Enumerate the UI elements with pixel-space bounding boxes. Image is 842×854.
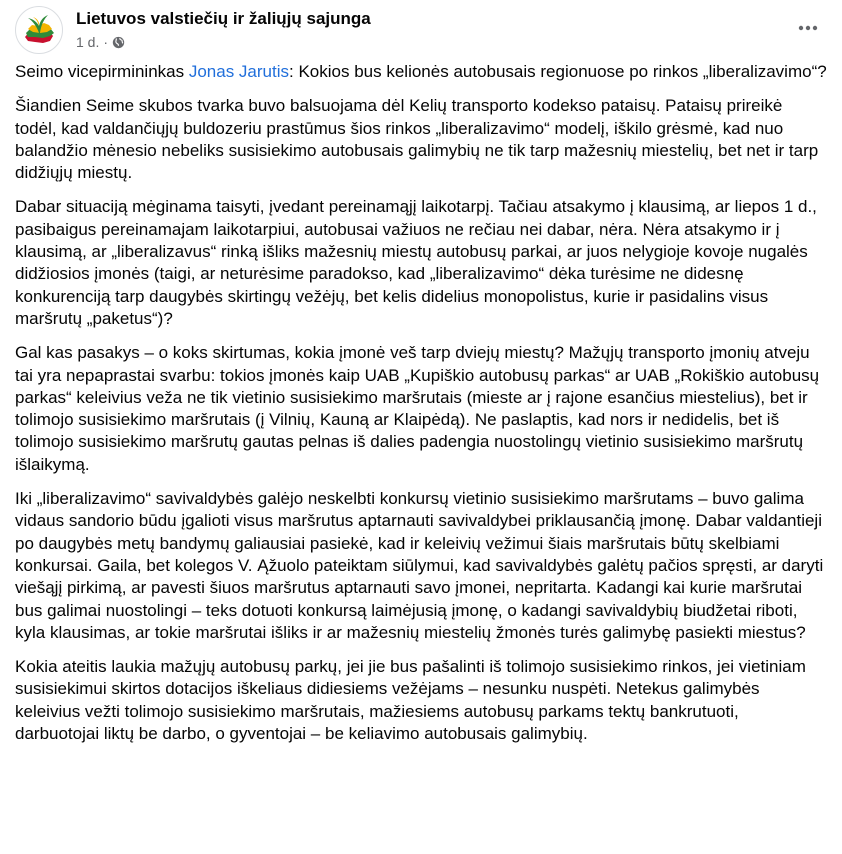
globe-icon[interactable]: [112, 36, 125, 49]
post-content: [15, 61, 827, 757]
party-logo-icon-graphic: [16, 7, 62, 53]
page-name[interactable]: Lietuvos valstiečių ir žaliųjų sajunga: [76, 9, 371, 28]
post-time[interactable]: 1 d.: [76, 34, 100, 50]
post-paragraph: Šiandien Seime skubos tvarka buvo balsuojama dėl Kelių transporto kodekso pataisų. Pataisų prireikė todėl, kad valdančiųjų buldozeriu prastūmus šios rinkos „liberalizavimo“ modelį, iškilo grėsmė, kad nuo balandžio mėnesio nebeliks susisiekimo autobusais galimybių ne tik tarp mažesnių miestelių, bet net ir tarp didžiųjų miestų.: [15, 96, 819, 183]
meta-separator: ·: [103, 34, 109, 50]
post-paragraph: Kokia ateitis laukia mažųjų autobusų parkų, jei jie bus pašalinti iš tolimojo susisiekimo rinkos, jei vietiniam susisiekimui skirtos dotacijos iškeliaus didiesiems vežėjams – nesunku nuspėti. Netekus galimybės keleivius vežti tolimojo susisiekimo maršrutais, mažiesiems autobusų parkams tektų bankrutuoti, darbuotojai liktų be darbo, o gyventojai – be keliavimo autobusais galimybių.: [15, 657, 806, 744]
more-options-button[interactable]: [790, 10, 826, 46]
post-paragraph: Iki „liberalizavimo“ savivaldybės galėjo neskelbti konkursų vietinio susisiekimo maršrutams – buvo galima vidaus sandorio būdu įgalioti visus maršrutus aptarnauti savivaldybei priklausančią įmonę. Dabar valdantieji po daugybės metų bandymų galiausiai pasiekė, kad ir keleivių vežimui šiais maršrutais būtų skelbiami konkursai. Gaila, bet kolegos V. Ąžuolo pateiktam siūlymui, kad savivaldybės galėtų pačios spręsti, ar daryti viešąjį pirkimą, ar pavesti šiuos maršrutus aptarnauti savo įmonei, nepritarta. Kadangi kai kurie maršrutai bus galimai nuostolingi – teks dotuoti konkursą laimėjusią įmonę, o kadangi savivaldybių biudžetai riboti, kyla klausimas, ar tokie maršrutai išliks ir ar mažesnių miestelių žmonės turės galimybę pasiekti miestus?: [15, 489, 824, 642]
post-header: [15, 6, 832, 54]
intro-before: Seimo vicepirmininkas: [15, 62, 189, 81]
more-dots-icon: [798, 25, 818, 31]
post-paragraph: Dabar situaciją mėginama taisyti, įvedant pereinamąjį laikotarpį. Tačiau atsakymo į klausimą, ar liepos 1 d., pasibaigus pereinamajam laikotarpiui, autobusai važiuos ne rečiau nei dabar, nėra. Nėra atsakymo ir į klausimą, ar „liberalizavus“ rinką išliks mažesnių miestų autobusų parkai, ar juos nelygioje kovoje nugalės didžiosios įmonės (taigi, ar neturėsime paradokso, kad „liberalizavimo“ dėka turėsime ne didesnę konkurenciją tarp daugybės skirtingų vežėjų, bet kelis didelius monopolistus, kurie ir pasidalins visus maršrutų „paketus“)?: [15, 197, 817, 328]
party-logo-icon[interactable]: [15, 6, 63, 54]
intro-after: : Kokios bus kelionės autobusais regionuose po rinkos „liberalizavimo“?: [289, 62, 827, 81]
post-meta: [76, 34, 125, 50]
mention-link[interactable]: Jonas Jarutis: [188, 62, 290, 81]
post-intro: [15, 61, 827, 83]
post-paragraph: Gal kas pasakys – o koks skirtumas, kokia įmonė veš tarp dviejų miestų? Mažųjų transporto įmonių atveju tai yra nepaprastai svarbu: tokios įmonės kaip UAB „Kupiškio autobusų parkas“ ar UAB „Rokiškio autobusų parkas“ keleivius veža ne tik vietinio susisiekimo maršrutais (mieste ar į rajone esančius miestelius), bet ir tolimojo susisiekimo maršrutais (į Vilnių, Kauną ar Klaipėdą). Ne paslaptis, kad nors ir nedidelis, bet iš tolimojo susisiekimo maršrutų gautas pelnas iš dalies padengia nuostolingų vietinio susisiekimo maršrutų išlaikymą.: [15, 343, 820, 474]
